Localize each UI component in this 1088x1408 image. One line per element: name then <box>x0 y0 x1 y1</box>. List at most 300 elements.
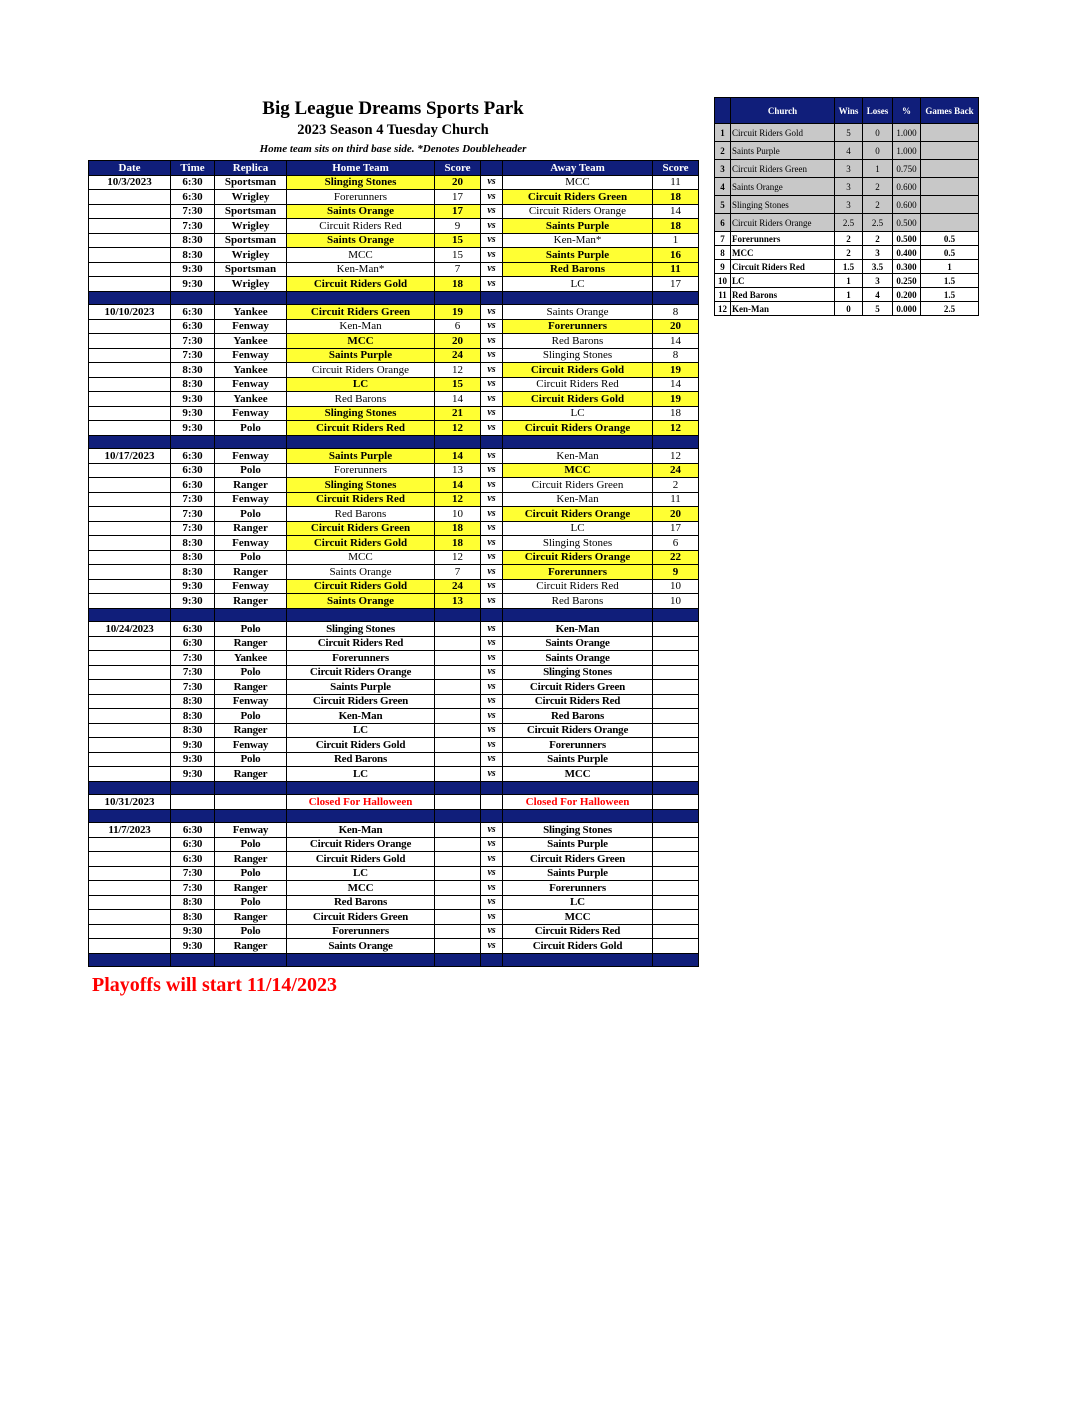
away-score <box>653 866 699 881</box>
game-row <box>89 175 699 190</box>
game-row <box>89 622 699 637</box>
home-score <box>435 924 481 939</box>
standings-row <box>715 274 979 288</box>
game-time: 6:30 <box>171 175 215 190</box>
away-team: Red Barons <box>503 594 653 609</box>
standings-team: Saints Orange <box>731 178 835 196</box>
standings-rank: 3 <box>715 160 731 178</box>
game-field: Fenway <box>215 492 287 507</box>
away-score: 19 <box>653 363 699 378</box>
game-date <box>89 939 171 954</box>
game-date <box>89 837 171 852</box>
col-home-team: Home Team <box>287 161 435 176</box>
standings-games-back <box>921 178 979 196</box>
game-date <box>89 392 171 407</box>
separator-cell <box>89 608 171 622</box>
game-time: 8:30 <box>171 377 215 392</box>
game-row <box>89 594 699 609</box>
game-row <box>89 233 699 248</box>
vs-label: vs <box>481 924 503 939</box>
away-team: Slinging Stones <box>503 823 653 838</box>
separator-cell <box>287 608 435 622</box>
game-row <box>89 680 699 695</box>
game-row <box>89 636 699 651</box>
home-team: LC <box>287 377 435 392</box>
game-row <box>89 881 699 896</box>
vs-label: vs <box>481 565 503 580</box>
col-away-team: Away Team <box>503 161 653 176</box>
away-score <box>653 738 699 753</box>
page-note: Home team sits on third base side. *Denotes Doubleheader <box>259 143 527 155</box>
standings-games-back <box>921 160 979 178</box>
separator-cell <box>435 608 481 622</box>
col-replica: Replica <box>215 161 287 176</box>
home-team: Saints Orange <box>287 594 435 609</box>
vs-label: vs <box>481 651 503 666</box>
game-row <box>89 521 699 536</box>
home-score: 13 <box>435 594 481 609</box>
game-time: 6:30 <box>171 319 215 334</box>
closed-away: Closed For Halloween <box>503 795 653 810</box>
away-team: LC <box>503 277 653 292</box>
away-score <box>653 651 699 666</box>
standings-team: Ken-Man <box>731 302 835 316</box>
game-row <box>89 536 699 551</box>
standings-rank: 1 <box>715 124 731 142</box>
vs-label: vs <box>481 852 503 867</box>
separator-cell <box>653 781 699 795</box>
vs-label: vs <box>481 738 503 753</box>
standings-games-back <box>921 214 979 232</box>
away-score <box>653 636 699 651</box>
separator-cell <box>435 291 481 305</box>
home-team: Circuit Riders Gold <box>287 579 435 594</box>
home-team: Circuit Riders Gold <box>287 738 435 753</box>
separator-cell <box>503 953 653 967</box>
home-team: Forerunners <box>287 190 435 205</box>
game-row <box>89 363 699 378</box>
game-field: Fenway <box>215 694 287 709</box>
home-score: 6 <box>435 319 481 334</box>
game-date <box>89 421 171 436</box>
away-score: 6 <box>653 536 699 551</box>
separator-cell <box>287 781 435 795</box>
away-score <box>653 823 699 838</box>
away-score: 18 <box>653 406 699 421</box>
game-time: 8:30 <box>171 233 215 248</box>
separator-cell <box>653 291 699 305</box>
standings-row <box>715 196 979 214</box>
col-time: Time <box>171 161 215 176</box>
away-team: Circuit Riders Gold <box>503 939 653 954</box>
game-row <box>89 507 699 522</box>
game-time: 7:30 <box>171 507 215 522</box>
game-date <box>89 233 171 248</box>
game-date: 10/24/2023 <box>89 622 171 637</box>
home-team: Slinging Stones <box>287 175 435 190</box>
standings-rank: 2 <box>715 142 731 160</box>
game-time: 6:30 <box>171 622 215 637</box>
game-time: 7:30 <box>171 204 215 219</box>
game-field: Ranger <box>215 723 287 738</box>
vs-label: vs <box>481 363 503 378</box>
standings-wins: 1 <box>835 288 863 302</box>
away-score <box>653 709 699 724</box>
standings-wins: 5 <box>835 124 863 142</box>
home-score <box>435 680 481 695</box>
game-field: Ranger <box>215 565 287 580</box>
separator-cell <box>653 953 699 967</box>
home-team: Circuit Riders Red <box>287 492 435 507</box>
game-time: 7:30 <box>171 651 215 666</box>
schedule-header-row <box>89 161 699 176</box>
game-date: 10/3/2023 <box>89 175 171 190</box>
standings-pct: 0.400 <box>893 246 921 260</box>
game-field: Ranger <box>215 521 287 536</box>
standings-row <box>715 124 979 142</box>
away-score: 11 <box>653 175 699 190</box>
game-field: Ranger <box>215 767 287 782</box>
standings-games-back <box>921 142 979 160</box>
vs-label: vs <box>481 463 503 478</box>
standings-pct: 0.000 <box>893 302 921 316</box>
vs-label: vs <box>481 449 503 464</box>
game-field: Wrigley <box>215 277 287 292</box>
separator-cell <box>503 291 653 305</box>
home-score <box>435 881 481 896</box>
standings-rank: 4 <box>715 178 731 196</box>
game-field: Sportsman <box>215 204 287 219</box>
game-row <box>89 767 699 782</box>
standings-col-wins: Wins <box>835 98 863 124</box>
game-time: 8:30 <box>171 565 215 580</box>
separator-cell <box>215 809 287 823</box>
home-team: Circuit Riders Green <box>287 305 435 320</box>
away-score: 11 <box>653 492 699 507</box>
game-date: 11/7/2023 <box>89 823 171 838</box>
separator-cell <box>503 781 653 795</box>
home-score: 7 <box>435 565 481 580</box>
standings-rank-col <box>715 98 731 124</box>
game-row <box>89 319 699 334</box>
home-team: Red Barons <box>287 392 435 407</box>
home-team: Circuit Riders Red <box>287 219 435 234</box>
game-date <box>89 406 171 421</box>
away-team: Circuit Riders Red <box>503 377 653 392</box>
game-date <box>89 594 171 609</box>
game-date <box>89 363 171 378</box>
vs-label: vs <box>481 406 503 421</box>
game-time: 7:30 <box>171 881 215 896</box>
standings-row <box>715 302 979 316</box>
away-team: Saints Purple <box>503 248 653 263</box>
game-time: 7:30 <box>171 665 215 680</box>
game-time: 9:30 <box>171 752 215 767</box>
separator-cell <box>89 435 171 449</box>
standings-games-back: 0.5 <box>921 232 979 246</box>
separator-cell <box>287 291 435 305</box>
away-team: Circuit Riders Green <box>503 190 653 205</box>
standings-games-back: 2.5 <box>921 302 979 316</box>
game-row <box>89 262 699 277</box>
away-team: Circuit Riders Gold <box>503 363 653 378</box>
standings-pct: 1.000 <box>893 124 921 142</box>
vs-label: vs <box>481 521 503 536</box>
game-date <box>89 665 171 680</box>
game-field: Ranger <box>215 478 287 493</box>
separator-cell <box>435 435 481 449</box>
game-row <box>89 565 699 580</box>
away-score <box>653 767 699 782</box>
game-time: 7:30 <box>171 492 215 507</box>
standings-loses: 3 <box>863 274 893 288</box>
game-date <box>89 738 171 753</box>
away-score: 18 <box>653 219 699 234</box>
separator-cell <box>287 435 435 449</box>
standings-team: Saints Purple <box>731 142 835 160</box>
game-date <box>89 190 171 205</box>
vs-label: vs <box>481 594 503 609</box>
game-date <box>89 910 171 925</box>
game-row <box>89 665 699 680</box>
away-score: 1 <box>653 233 699 248</box>
away-team: MCC <box>503 910 653 925</box>
away-score: 19 <box>653 392 699 407</box>
away-team: Red Barons <box>503 709 653 724</box>
standings-row <box>715 160 979 178</box>
home-score <box>435 651 481 666</box>
away-team: LC <box>503 406 653 421</box>
home-team: LC <box>287 866 435 881</box>
standings-row <box>715 288 979 302</box>
vs-label: vs <box>481 579 503 594</box>
standings-row <box>715 232 979 246</box>
vs-label: vs <box>481 305 503 320</box>
home-team: Circuit Riders Orange <box>287 837 435 852</box>
standings-table <box>714 97 979 316</box>
home-score: 21 <box>435 406 481 421</box>
vs-label: vs <box>481 680 503 695</box>
game-time: 9:30 <box>171 406 215 421</box>
away-score: 14 <box>653 334 699 349</box>
home-team: Saints Orange <box>287 204 435 219</box>
home-team: MCC <box>287 334 435 349</box>
vs-label: vs <box>481 823 503 838</box>
game-row <box>89 752 699 767</box>
standings-loses: 2 <box>863 178 893 196</box>
away-score: 10 <box>653 579 699 594</box>
game-field: Polo <box>215 421 287 436</box>
away-team: LC <box>503 895 653 910</box>
separator-cell <box>653 809 699 823</box>
away-team: Saints Purple <box>503 752 653 767</box>
vs-label: vs <box>481 895 503 910</box>
standings-pct: 0.750 <box>893 160 921 178</box>
vs-label: vs <box>481 421 503 436</box>
away-team: Circuit Riders Red <box>503 579 653 594</box>
game-time: 6:30 <box>171 852 215 867</box>
standings-team: Circuit Riders Orange <box>731 214 835 232</box>
game-date <box>89 924 171 939</box>
away-score: 17 <box>653 521 699 536</box>
standings-team: Circuit Riders Gold <box>731 124 835 142</box>
standings-rank: 12 <box>715 302 731 316</box>
game-row <box>89 939 699 954</box>
game-row <box>89 277 699 292</box>
game-time: 9:30 <box>171 924 215 939</box>
home-team: Slinging Stones <box>287 478 435 493</box>
standings-pct: 0.600 <box>893 196 921 214</box>
standings-loses: 2 <box>863 232 893 246</box>
home-team: Ken-Man <box>287 319 435 334</box>
away-team: Saints Orange <box>503 305 653 320</box>
separator-cell <box>481 435 503 449</box>
game-date <box>89 521 171 536</box>
game-time: 9:30 <box>171 738 215 753</box>
home-team: Red Barons <box>287 895 435 910</box>
home-score: 7 <box>435 262 481 277</box>
away-team: Forerunners <box>503 319 653 334</box>
vs-label: vs <box>481 248 503 263</box>
game-row <box>89 709 699 724</box>
vs-label: vs <box>481 752 503 767</box>
schedule-table <box>88 160 699 967</box>
vs-label: vs <box>481 377 503 392</box>
standings-loses: 2.5 <box>863 214 893 232</box>
away-score <box>653 665 699 680</box>
game-time: 7:30 <box>171 219 215 234</box>
week-separator <box>89 435 699 449</box>
away-team: Circuit Riders Red <box>503 924 653 939</box>
home-score <box>435 895 481 910</box>
game-date <box>89 680 171 695</box>
game-time: 7:30 <box>171 334 215 349</box>
separator-cell <box>171 435 215 449</box>
vs-label: vs <box>481 175 503 190</box>
standings-row <box>715 178 979 196</box>
vs-label: vs <box>481 665 503 680</box>
standings-row <box>715 246 979 260</box>
separator-cell <box>171 608 215 622</box>
home-score: 12 <box>435 421 481 436</box>
game-time: 7:30 <box>171 680 215 695</box>
away-team: Red Barons <box>503 334 653 349</box>
game-field: Yankee <box>215 305 287 320</box>
home-score: 12 <box>435 550 481 565</box>
game-field: Wrigley <box>215 248 287 263</box>
separator-cell <box>653 435 699 449</box>
game-time: 6:30 <box>171 463 215 478</box>
standings-wins: 1.5 <box>835 260 863 274</box>
vs-label: vs <box>481 348 503 363</box>
away-team: Saints Orange <box>503 651 653 666</box>
game-time: 6:30 <box>171 449 215 464</box>
game-row <box>89 348 699 363</box>
home-score: 12 <box>435 492 481 507</box>
game-field: Fenway <box>215 319 287 334</box>
away-team: Circuit Riders Orange <box>503 507 653 522</box>
home-team: Saints Purple <box>287 449 435 464</box>
separator-cell <box>503 435 653 449</box>
home-team: Saints Orange <box>287 939 435 954</box>
game-field: Fenway <box>215 449 287 464</box>
vs-label: vs <box>481 319 503 334</box>
standings-row <box>715 142 979 160</box>
game-field: Polo <box>215 550 287 565</box>
away-team: Ken-Man* <box>503 233 653 248</box>
standings-rank: 6 <box>715 214 731 232</box>
game-time <box>171 795 215 810</box>
game-date <box>89 219 171 234</box>
game-row <box>89 579 699 594</box>
game-time: 9:30 <box>171 579 215 594</box>
vs-label: vs <box>481 536 503 551</box>
playoffs-notice: Playoffs will start 11/14/2023 <box>92 974 337 996</box>
away-team: Circuit Riders Green <box>503 478 653 493</box>
away-team: Saints Purple <box>503 866 653 881</box>
vs-label: vs <box>481 837 503 852</box>
game-field: Wrigley <box>215 190 287 205</box>
vs-label: vs <box>481 550 503 565</box>
game-row <box>89 219 699 234</box>
game-time: 7:30 <box>171 348 215 363</box>
standings-wins: 4 <box>835 142 863 160</box>
home-team: Ken-Man <box>287 823 435 838</box>
separator-cell <box>287 809 435 823</box>
game-row <box>89 852 699 867</box>
home-score: 20 <box>435 334 481 349</box>
game-date <box>89 723 171 738</box>
game-field: Wrigley <box>215 219 287 234</box>
away-team: MCC <box>503 463 653 478</box>
game-time: 8:30 <box>171 550 215 565</box>
home-score <box>435 910 481 925</box>
standings-loses: 3.5 <box>863 260 893 274</box>
standings-rank: 9 <box>715 260 731 274</box>
game-date <box>89 767 171 782</box>
standings-wins: 3 <box>835 196 863 214</box>
standings-games-back: 0.5 <box>921 246 979 260</box>
game-field: Ranger <box>215 594 287 609</box>
standings-wins: 0 <box>835 302 863 316</box>
away-team: Circuit Riders Red <box>503 694 653 709</box>
game-row <box>89 723 699 738</box>
home-score <box>435 939 481 954</box>
game-time: 8:30 <box>171 248 215 263</box>
away-score <box>653 924 699 939</box>
home-score <box>435 738 481 753</box>
game-field: Ranger <box>215 939 287 954</box>
game-time: 8:30 <box>171 536 215 551</box>
separator-cell <box>287 953 435 967</box>
away-team: Slinging Stones <box>503 348 653 363</box>
away-score <box>653 910 699 925</box>
standings-games-back: 1 <box>921 260 979 274</box>
vs-label: vs <box>481 694 503 709</box>
vs-cell <box>481 795 503 810</box>
game-date: 10/31/2023 <box>89 795 171 810</box>
game-field: Sportsman <box>215 262 287 277</box>
game-time: 9:30 <box>171 939 215 954</box>
away-score: 2 <box>653 478 699 493</box>
separator-cell <box>481 781 503 795</box>
game-field: Polo <box>215 837 287 852</box>
standings-team: Red Barons <box>731 288 835 302</box>
away-score <box>653 895 699 910</box>
home-score: 12 <box>435 363 481 378</box>
separator-cell <box>503 608 653 622</box>
home-team: Circuit Riders Red <box>287 636 435 651</box>
